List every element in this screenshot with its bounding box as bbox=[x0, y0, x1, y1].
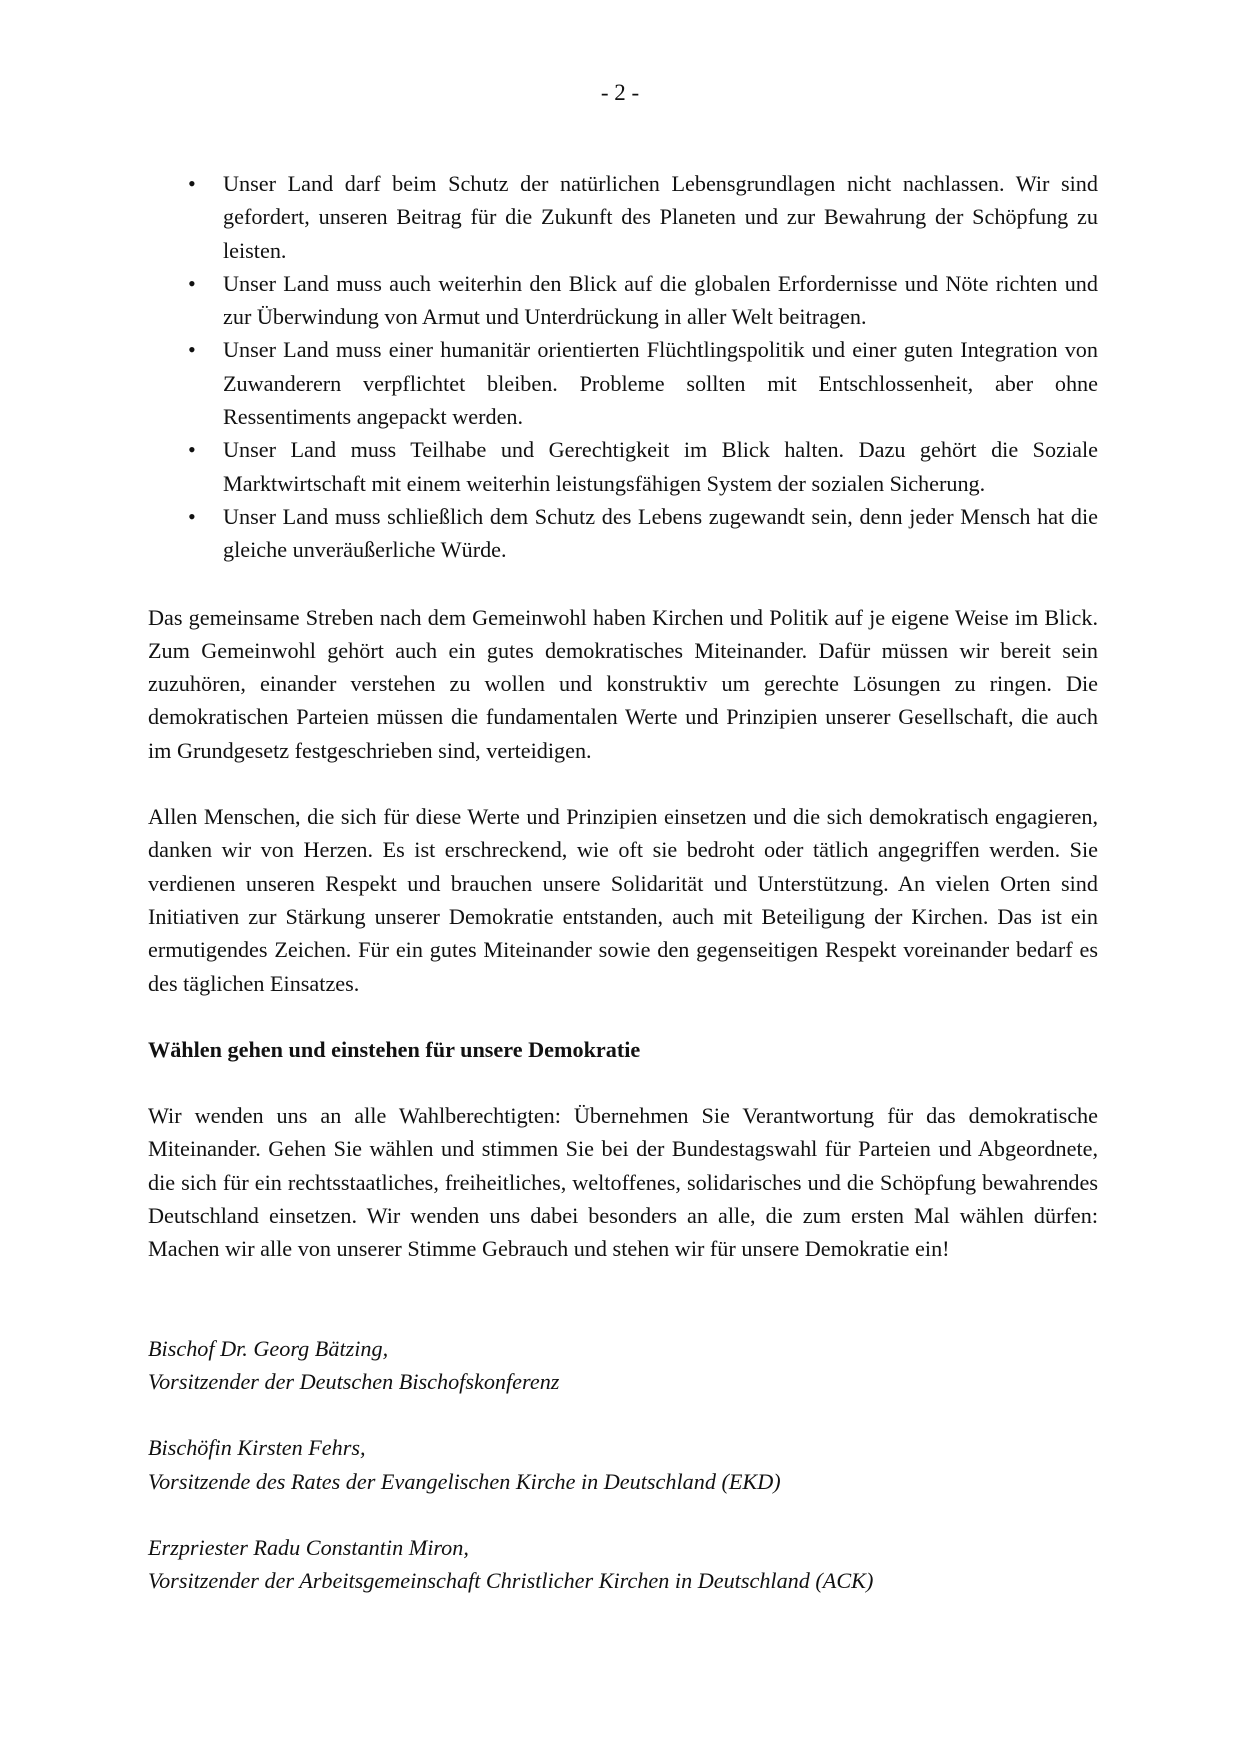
signature-block bbox=[148, 1431, 1098, 1498]
list-item bbox=[148, 433, 1098, 500]
page-number: - 2 - bbox=[600, 80, 640, 105]
paragraph-gratitude: Allen Menschen, die sich für diese Werte und Prinzipien einsetzen und die sich demokratisch engagieren, danken wir von Herzen. Es ist erschreckend, wie oft sie bedroht oder tätlich angegriffen werden. Sie verdienen unseren Respekt und brauchen unsere Solidarität und Unterstützung. An vielen Orten sind Initiativen zur Stärkung unserer Demokratie entstanden, auch mit Beteiligung der Kirchen. Das ist ein ermutigendes Zeichen. Für ein gutes Miteinander sowie den gegenseitigen Respekt voreinander bedarf es des täglichen Einsatzes. bbox=[148, 804, 1098, 996]
paragraph-voting-appeal: Wir wenden uns an alle Wahlberechtigten: Übernehmen Sie Verantwortung für das demokratische Miteinander. Gehen Sie wählen und stimmen Sie bei der Bundestagswahl für Parteien und Abgeordnete, die sich für ein rechtsstaatliches, freiheitliches, weltoffenes, solidarisches und die Schöpfung bewahrendes Deutschland einsetzen. Wir wenden uns dabei besonders an alle, die zum ersten Mal wählen dürfen: Machen wir alle von unserer Stimme Gebrauch und stehen wir für unsere Demokratie ein! bbox=[148, 1103, 1098, 1262]
section-heading: Wählen gehen und einstehen für unsere Demokratie bbox=[148, 1036, 641, 1062]
bullet-icon: • bbox=[188, 503, 196, 529]
signatory-title: Vorsitzender der Deutschen Bischofskonferenz bbox=[148, 1368, 560, 1394]
document-body bbox=[148, 167, 1098, 1630]
signatory-title: Vorsitzende des Rates der Evangelischen Kirche in Deutschland (EKD) bbox=[148, 1468, 781, 1494]
list-item-text: Unser Land muss schließlich dem Schutz des Lebens zugewandt sein, denn jeder Mensch hat die gleiche unveräußerliche Würde. bbox=[223, 503, 1098, 563]
list-item bbox=[148, 167, 1098, 267]
list-item bbox=[148, 500, 1098, 567]
signature-block bbox=[148, 1332, 1098, 1399]
list-item-text: Unser Land darf beim Schutz der natürlichen Lebensgrundlagen nicht nachlassen. Wir sind gefordert, unseren Beitrag für die Zukunft des Planeten und zur Bewahrung der Schöpfung zu leisten. bbox=[223, 171, 1098, 263]
signatory-name: Erzpriester Radu Constantin Miron, bbox=[148, 1534, 469, 1560]
list-item-text: Unser Land muss Teilhabe und Gerechtigkeit im Blick halten. Dazu gehört die Soziale Marktwirtschaft mit einem weiterhin leistungsfähigen System der sozialen Sicherung. bbox=[223, 437, 1098, 496]
signatory-title: Vorsitzender der Arbeitsgemeinschaft Christlicher Kirchen in Deutschland (ACK) bbox=[148, 1568, 874, 1594]
list-item bbox=[148, 267, 1098, 334]
bullet-icon: • bbox=[188, 437, 196, 463]
list-item-text: Unser Land muss einer humanitär orientierten Flüchtlingspolitik und einer guten Integration von Zuwanderern verpflichtet bleiben. Probleme sollten mit Entschlossenheit, aber ohne Ressentiments angepackt werden. bbox=[223, 337, 1098, 430]
bullet-icon: • bbox=[188, 270, 196, 296]
list-item bbox=[148, 333, 1098, 433]
bullet-list bbox=[148, 167, 1098, 567]
signatory-name: Bischof Dr. Georg Bätzing, bbox=[148, 1335, 389, 1361]
list-item-text: Unser Land muss auch weiterhin den Blick auf die globalen Erfordernisse und Nöte richten und zur Überwindung von Armut und Unterdrückung in aller Welt beitragen. bbox=[223, 270, 1098, 330]
signature-block bbox=[148, 1531, 1098, 1598]
paragraph-common-good: Das gemeinsame Streben nach dem Gemeinwohl haben Kirchen und Politik auf je eigene Weise im Blick. Zum Gemeinwohl gehört auch ein gutes demokratisches Miteinander. Dafür müssen wir bereit sein zuzuhören, einander verstehen zu wollen und konstruktiv um gerechte Lösungen zu ringen. Die demokratischen Parteien müssen die fundamentalen Werte und Prinzipien unserer Gesellschaft, die auch im Grundgesetz festgeschrieben sind, verteidigen. bbox=[148, 604, 1098, 763]
signature-list bbox=[148, 1332, 1098, 1598]
bullet-icon: • bbox=[188, 337, 196, 363]
signatory-name: Bischöfin Kirsten Fehrs, bbox=[148, 1435, 366, 1461]
bullet-icon: • bbox=[188, 171, 196, 196]
